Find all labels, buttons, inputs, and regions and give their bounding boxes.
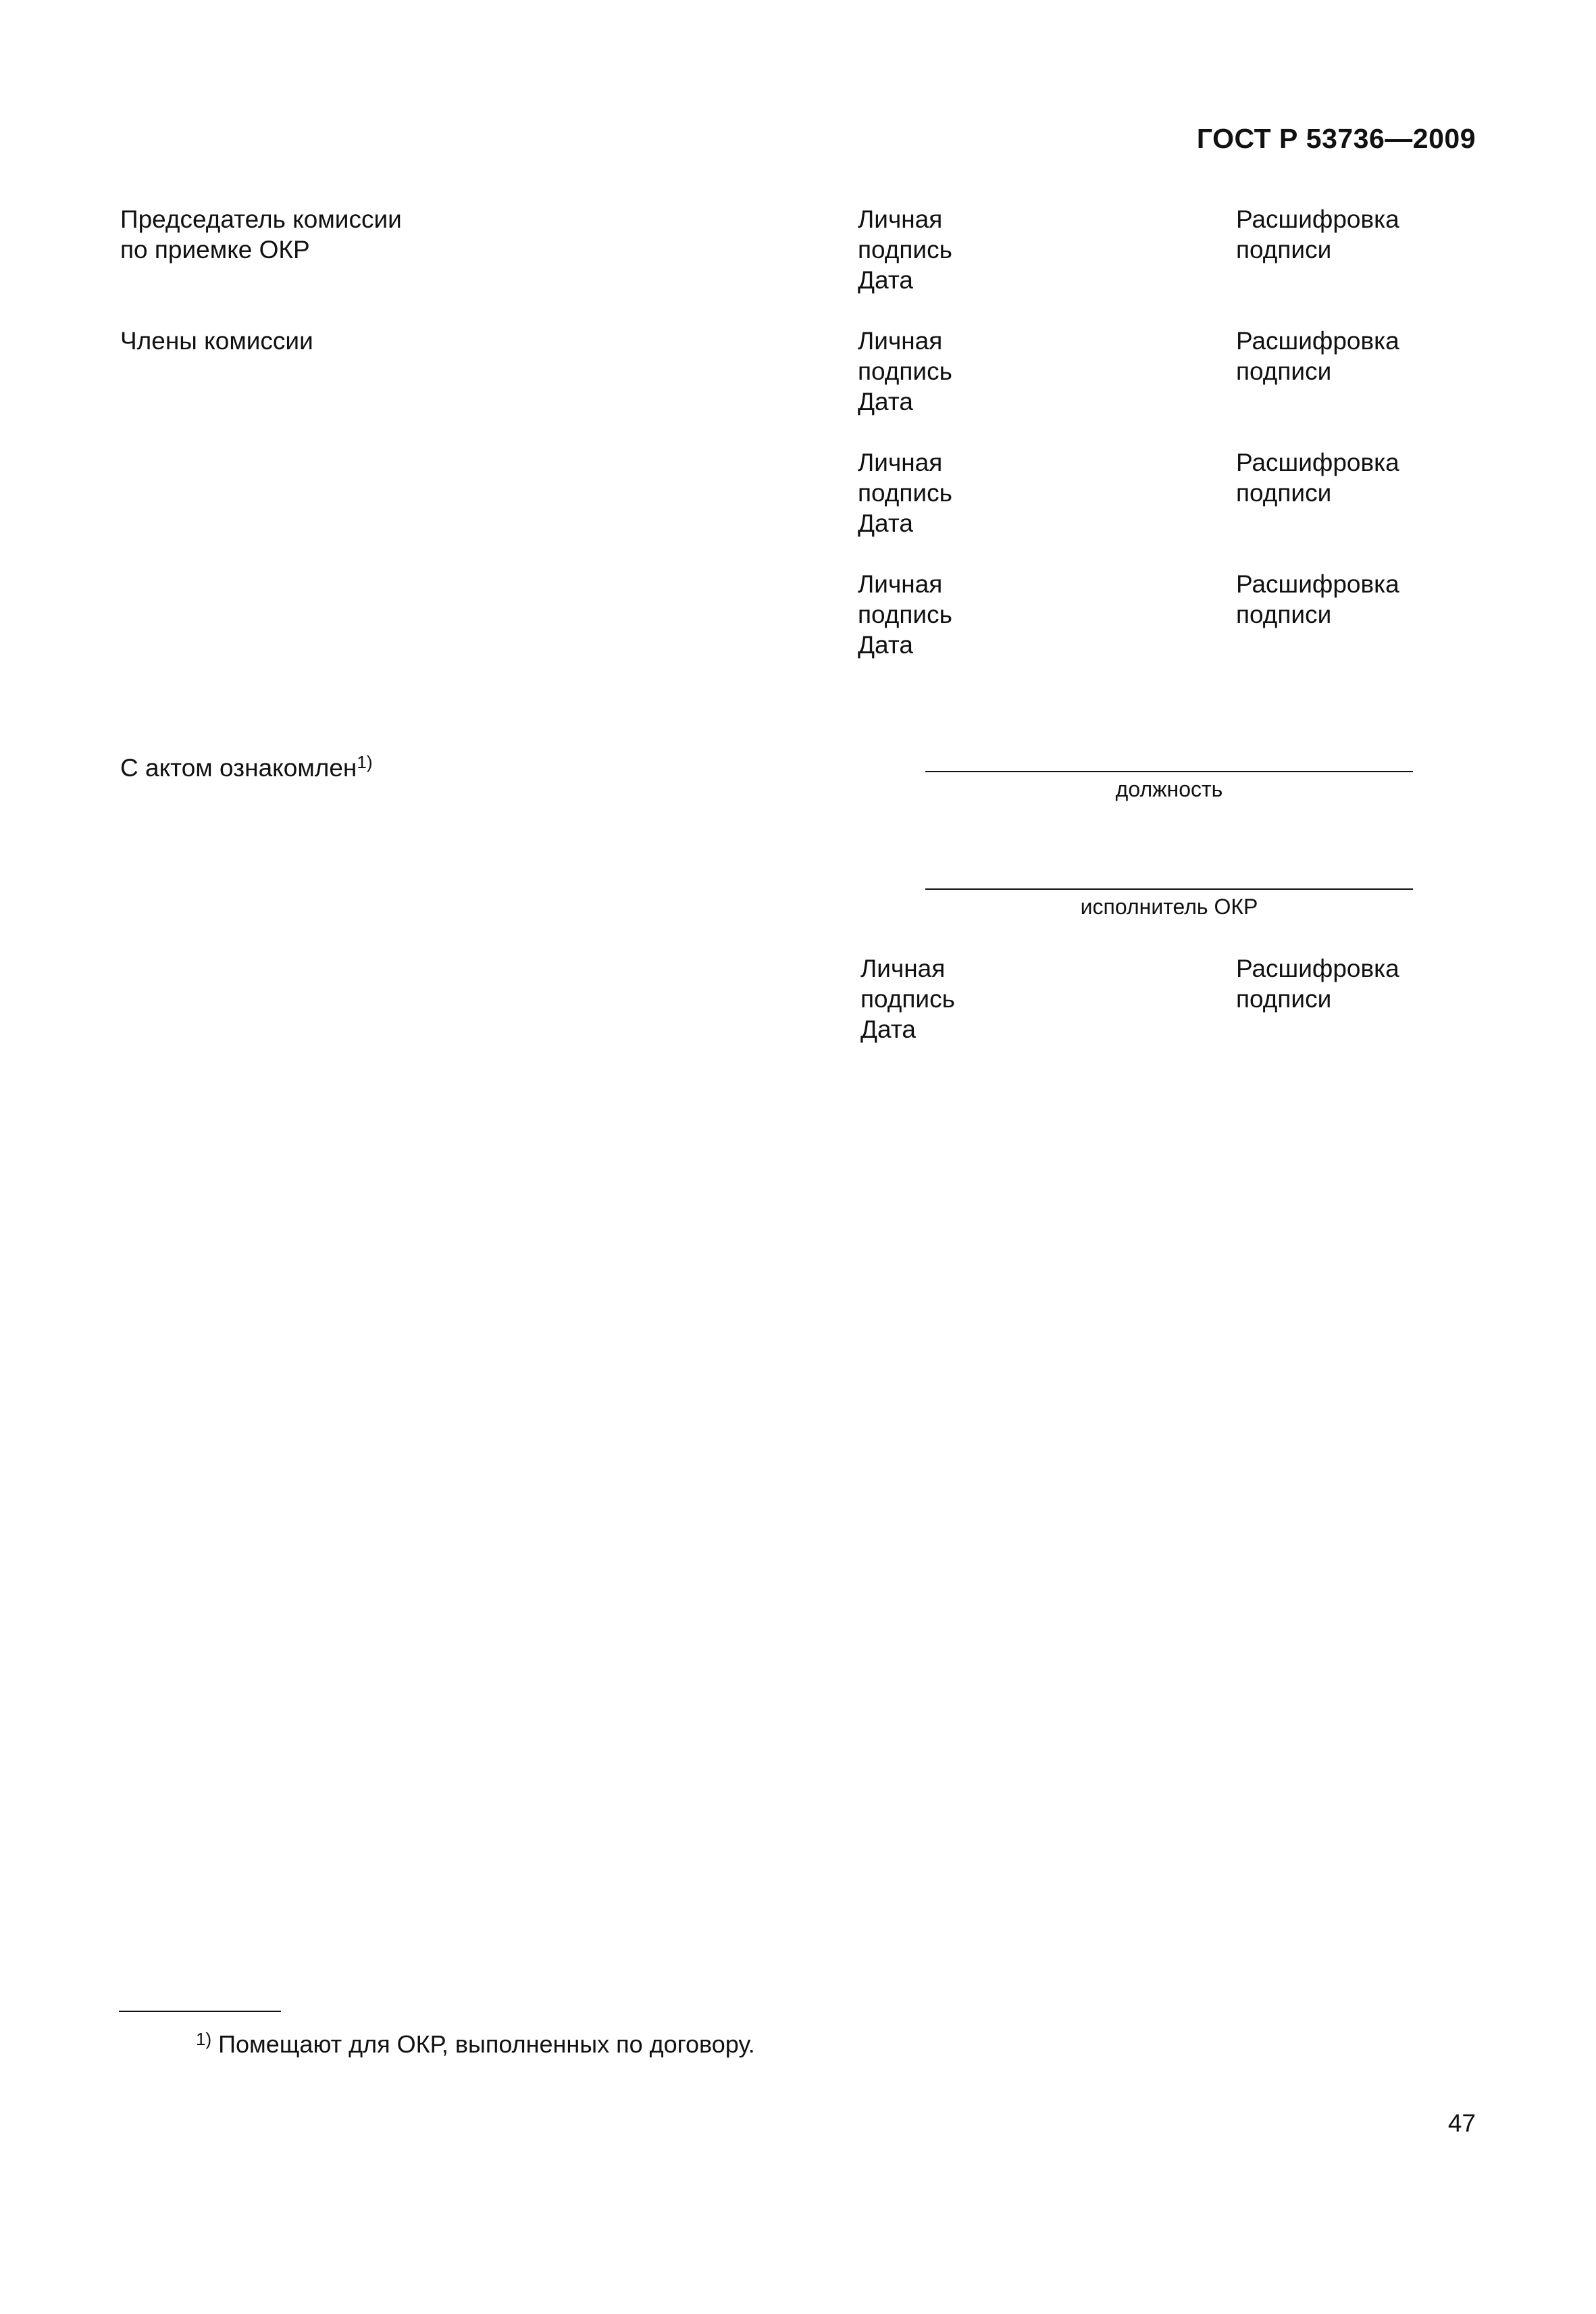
footnote-text: Помещают для ОКР, выполненных по договору. [218,2030,755,2058]
chairman-label-line1: Председатель комиссии [120,205,402,233]
signature-field [858,326,952,417]
footnote-mark: 1) [196,2029,212,2049]
acquainted-label-text: С актом ознакомлен [120,754,357,782]
footnote-reference: 1) [357,752,373,772]
decode-label-line1: Расшифровка [1236,205,1399,233]
signature-label-line2: подпись [858,357,952,385]
footnote-separator [119,2011,281,2012]
decode-label-line1: Расшифровка [1236,449,1399,476]
signature-field [860,953,955,1045]
date-label: Дата [858,631,913,659]
members-label: Члены комиссии [120,327,313,355]
chairman-label-line2: по приемке ОКР [120,236,310,263]
decode-label-line1: Расшифровка [1236,955,1399,982]
chairman-label [120,204,402,265]
signature-label-line2: подпись [858,601,952,628]
signature-field [858,569,952,660]
date-label: Дата [858,388,913,416]
signature-label-line2: подпись [860,985,955,1013]
signature-decode-field [1236,204,1399,265]
decode-label-line2: подписи [1236,236,1332,263]
decode-label-line1: Расшифровка [1236,570,1399,598]
executor-caption: исполнитель ОКР [1080,895,1258,919]
decode-label-line1: Расшифровка [1236,327,1399,355]
decode-label-line2: подписи [1236,601,1332,628]
page-number: 47 [1447,2109,1476,2137]
signature-decode-field [1236,953,1399,1014]
signature-field [858,447,952,538]
document-header: ГОСТ Р 53736—2009 [1196,123,1476,154]
decode-label-line2: подписи [1236,985,1332,1013]
date-label: Дата [858,509,913,537]
acquainted-label [120,753,373,783]
signature-decode-field [1236,569,1399,630]
decode-label-line2: подписи [1236,479,1332,507]
signature-field [858,204,952,295]
signature-decode-field [1236,326,1399,386]
footnote [196,2030,755,2059]
position-signature-line [925,771,1413,772]
signature-label-line2: подпись [858,479,952,507]
position-caption: должность [1115,777,1223,801]
signature-label-line1: Личная [858,570,943,598]
date-label: Дата [860,1015,916,1043]
signature-decode-field [1236,447,1399,508]
signature-label-line1: Личная [860,955,946,982]
date-label: Дата [858,266,913,294]
decode-label-line2: подписи [1236,357,1332,385]
executor-signature-line [925,888,1413,890]
signature-label-line2: подпись [858,236,952,263]
signature-label-line1: Личная [858,205,943,233]
signature-label-line1: Личная [858,449,943,476]
signature-label-line1: Личная [858,327,943,355]
